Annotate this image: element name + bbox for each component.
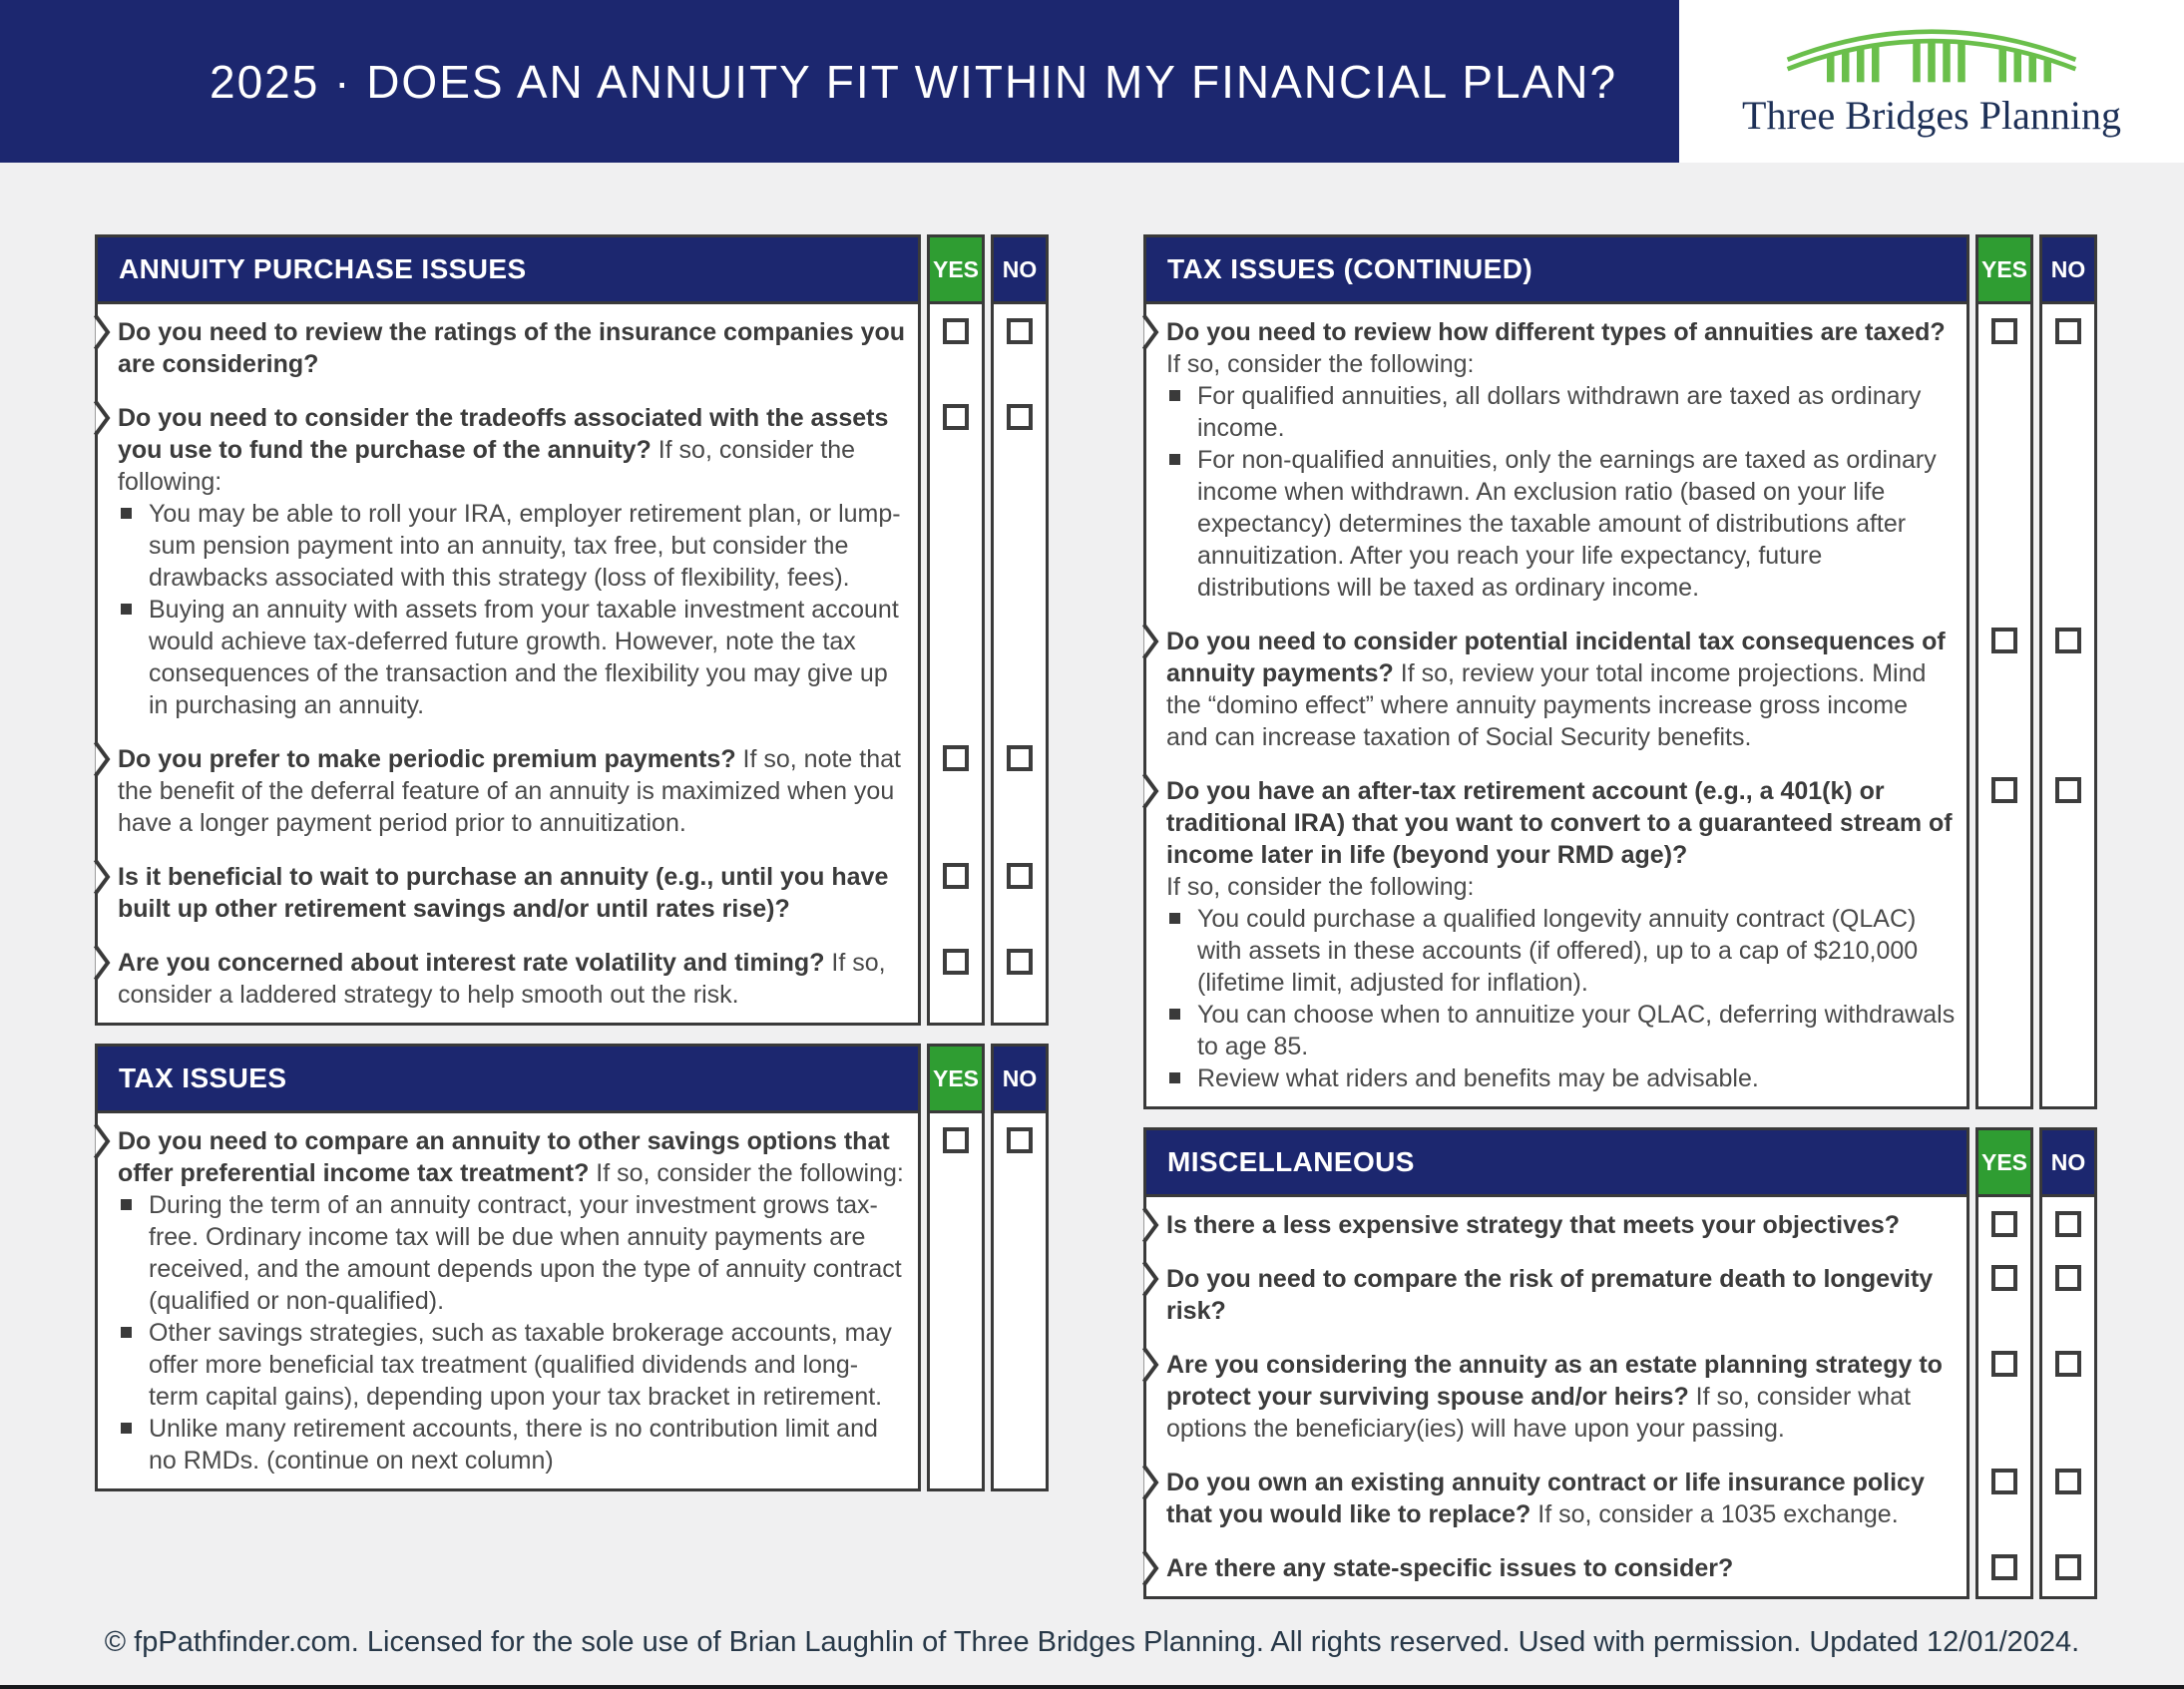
question-text	[95, 1125, 921, 1477]
yes-checkbox[interactable]	[1991, 1469, 2017, 1494]
question-row	[1143, 1467, 2097, 1530]
no-checkbox[interactable]	[1007, 863, 1033, 889]
yes-cell	[1975, 1552, 2033, 1580]
question-bold-text: Is there a less expensive strategy that meets your objectives?	[1166, 1211, 1901, 1239]
no-cell	[991, 743, 1049, 771]
question-text	[1143, 626, 1969, 753]
yes-checkbox[interactable]	[1991, 1265, 2017, 1291]
question-row	[1143, 626, 2097, 753]
question-bold-text: Do you own an existing annuity contract or life insurance policy that you would like to replace?	[1166, 1469, 1925, 1528]
question-bold-text: Do you have an after-tax retirement account (e.g., a 401(k) or traditional IRA) that you want to convert to a guaranteed stream of income later in life (beyond your RMD age)?	[1166, 777, 1953, 869]
yes-cell	[927, 947, 985, 975]
question-text	[1143, 1263, 1969, 1327]
question-chevron-icon	[94, 313, 111, 351]
yes-column-header: YES	[1975, 234, 2033, 304]
section-header	[1143, 234, 2097, 304]
bullet-item: Unlike many retirement accounts, there is no contribution limit and no RMDs. (continue on next column)	[118, 1413, 907, 1477]
yes-cell	[1975, 316, 2033, 344]
section-tax-issues	[95, 1044, 1049, 1491]
question-paragraph	[118, 1125, 907, 1189]
bullet-item: Review what riders and benefits may be advisable.	[1166, 1062, 1956, 1094]
yes-checkbox[interactable]	[1991, 777, 2017, 803]
yes-checkbox[interactable]	[943, 949, 969, 975]
question-normal-text: If so, consider a 1035 exchange.	[1537, 1500, 1899, 1528]
yes-checkbox[interactable]	[943, 863, 969, 889]
question-row	[1143, 316, 2097, 604]
yes-checkbox[interactable]	[943, 318, 969, 344]
no-checkbox[interactable]	[2055, 1211, 2081, 1237]
section-body	[95, 301, 1049, 1026]
question-text	[95, 947, 921, 1011]
section-title: TAX ISSUES	[95, 1044, 921, 1113]
question-paragraph	[118, 316, 907, 380]
question-bold-text: Do you need to review how different types of annuities are taxed?	[1166, 318, 1946, 346]
question-paragraph	[118, 947, 907, 1011]
question-text	[1143, 775, 1969, 1094]
yes-cell	[927, 402, 985, 430]
logo-text: Three Bridges Planning	[1742, 93, 2121, 138]
question-text	[95, 402, 921, 721]
question-paragraph	[118, 861, 907, 925]
question-paragraph	[1166, 1467, 1956, 1530]
question-paragraph	[1166, 316, 1956, 380]
no-column-header: NO	[2039, 1127, 2097, 1197]
question-bold-text: Is it beneficial to wait to purchase an annuity (e.g., until you have built up other retirement savings and/or until rates rise)?	[118, 863, 889, 923]
bridge-icon	[1782, 24, 2081, 90]
section-title: MISCELLANEOUS	[1143, 1127, 1969, 1197]
section-header	[95, 234, 1049, 304]
no-checkbox[interactable]	[2055, 1351, 2081, 1377]
question-chevron-icon	[1142, 313, 1159, 351]
no-checkbox[interactable]	[1007, 404, 1033, 430]
question-text	[95, 861, 921, 925]
question-text	[1143, 1467, 1969, 1530]
bullet-item: For non-qualified annuities, only the earnings are taxed as ordinary income when withdrawn. An exclusion ratio (based on your life expectancy) determines the taxable amount of distributions after annuitization. After you reach your life expectancy, future distributions will be taxed as ordinary income.	[1166, 444, 1956, 604]
no-cell	[991, 402, 1049, 430]
no-checkbox[interactable]	[2055, 1554, 2081, 1580]
question-normal-text: If so, consider the following:	[118, 436, 856, 496]
question-bold-text: Do you prefer to make periodic premium payments?	[118, 745, 736, 773]
no-cell	[2039, 1209, 2097, 1237]
section-header	[95, 1044, 1049, 1113]
question-paragraph	[1166, 1349, 1956, 1445]
section-header	[1143, 1127, 2097, 1197]
question-chevron-icon	[1142, 1206, 1159, 1244]
bullet-list	[1166, 903, 1956, 1094]
question-bold-text: Are there any state-specific issues to consider?	[1166, 1554, 1734, 1582]
question-paragraph	[1166, 1552, 1956, 1584]
no-column-header: NO	[991, 234, 1049, 304]
yes-cell	[927, 316, 985, 344]
question-paragraph	[118, 743, 907, 839]
bullet-item: You could purchase a qualified longevity annuity contract (QLAC) with assets in these accounts (if offered), up to a cap of $210,000 (lifetime limit, adjusted for inflation).	[1166, 903, 1956, 999]
question-bold-text: Do you need to compare the risk of premature death to longevity risk?	[1166, 1265, 1934, 1325]
question-row	[1143, 1349, 2097, 1445]
yes-cell	[1975, 775, 2033, 803]
yes-checkbox[interactable]	[1991, 1211, 2017, 1237]
section-title: ANNUITY PURCHASE ISSUES	[95, 234, 921, 304]
yes-cell	[927, 1125, 985, 1153]
question-normal-text: If so, review your total income projections. Mind the “domino effect” where annuity payments increase gross income and can increase taxation of Social Security benefits.	[1166, 659, 1927, 751]
section-body	[1143, 301, 2097, 1109]
bullet-list	[118, 498, 907, 721]
bullet-list	[118, 1189, 907, 1477]
no-column-header: NO	[2039, 234, 2097, 304]
question-chevron-icon	[1142, 772, 1159, 810]
question-paragraph	[1166, 626, 1956, 753]
yes-column-header: YES	[927, 1044, 985, 1113]
yes-cell	[927, 743, 985, 771]
question-row	[1143, 775, 2097, 1094]
yes-checkbox[interactable]	[943, 745, 969, 771]
bottom-bar	[0, 1685, 2184, 1689]
yes-checkbox[interactable]	[1991, 1351, 2017, 1377]
question-row	[95, 1125, 1049, 1477]
yes-cell	[927, 861, 985, 889]
question-chevron-icon	[94, 944, 111, 982]
yes-column-header: YES	[1975, 1127, 2033, 1197]
section-title: TAX ISSUES (CONTINUED)	[1143, 234, 1969, 304]
section-annuity-purchase-issues	[95, 234, 1049, 1026]
question-chevron-icon	[1142, 1346, 1159, 1384]
question-chevron-icon	[94, 1122, 111, 1160]
yes-checkbox[interactable]	[1991, 628, 2017, 653]
question-bold-text: Do you need to review the ratings of the insurance companies you are considering?	[118, 318, 906, 378]
question-paragraph	[118, 402, 907, 498]
bullet-item: You can choose when to annuitize your QLAC, deferring withdrawals to age 85.	[1166, 999, 1956, 1062]
section-body	[95, 1110, 1049, 1491]
section-tax-issues-continued	[1143, 234, 2097, 1109]
question-chevron-icon	[1142, 623, 1159, 660]
question-paragraph	[1166, 1209, 1956, 1241]
no-cell	[991, 947, 1049, 975]
question-paragraph	[1166, 775, 1956, 871]
yes-cell	[1975, 626, 2033, 653]
question-normal-text: If so, note that the benefit of the deferral feature of an annuity is maximized when you have a longer payment period prior to annuitization.	[118, 745, 901, 837]
question-row	[95, 861, 1049, 925]
bullet-item: For qualified annuities, all dollars withdrawn are taxed as ordinary income.	[1166, 380, 1956, 444]
footer-text: © fpPathfinder.com. Licensed for the sole use of Brian Laughlin of Three Bridges Planning. All rights reserved. Used with permission. Updated 12/01/2024.	[104, 1626, 2080, 1658]
no-checkbox[interactable]	[1007, 949, 1033, 975]
no-checkbox[interactable]	[2055, 1469, 2081, 1494]
yes-column-header: YES	[927, 234, 985, 304]
question-chevron-icon	[94, 858, 111, 896]
question-followup-text: If so, consider the following:	[1166, 873, 1475, 901]
yes-cell	[1975, 1209, 2033, 1237]
question-text	[1143, 1349, 1969, 1445]
yes-checkbox[interactable]	[943, 404, 969, 430]
question-chevron-icon	[1142, 1260, 1159, 1298]
question-chevron-icon	[1142, 1464, 1159, 1501]
logo	[1679, 0, 2184, 163]
section-miscellaneous	[1143, 1127, 2097, 1599]
bullet-item: Other savings strategies, such as taxable brokerage accounts, may offer more beneficial tax treatment (qualified dividends and long-term capital gains), depending upon your tax bracket in retirement.	[118, 1317, 907, 1413]
no-checkbox[interactable]	[2055, 777, 2081, 803]
question-normal-text: If so, consider the following:	[1166, 350, 1475, 378]
no-checkbox[interactable]	[2055, 628, 2081, 653]
no-cell	[991, 316, 1049, 344]
yes-cell	[1975, 1467, 2033, 1494]
no-cell	[991, 1125, 1049, 1153]
question-row	[95, 402, 1049, 721]
question-bold-text: Do you need to consider potential incidental tax consequences of annuity payments?	[1166, 628, 1946, 687]
question-normal-text: If so, consider a laddered strategy to help smooth out the risk.	[118, 949, 886, 1009]
yes-checkbox[interactable]	[1991, 1554, 2017, 1580]
no-cell	[2039, 316, 2097, 344]
bullet-item: You may be able to roll your IRA, employer retirement plan, or lump-sum pension payment into an annuity, tax free, but consider the drawbacks associated with this strategy (loss of flexibility, fees).	[118, 498, 907, 594]
no-cell	[2039, 1263, 2097, 1291]
question-row	[1143, 1209, 2097, 1241]
question-text	[1143, 1552, 1969, 1584]
no-cell	[2039, 1349, 2097, 1377]
question-normal-text: If so, consider the following:	[596, 1159, 904, 1187]
question-bold-text: Are you considering the annuity as an estate planning strategy to protect your surviving spouse and/or heirs?	[1166, 1351, 1943, 1411]
bullet-item: During the term of an annuity contract, your investment grows tax-free. Ordinary income tax will be due when annuity payments are received, and the amount depends upon the type of annuity contract (qualified or non-qualified).	[118, 1189, 907, 1317]
no-checkbox[interactable]	[1007, 1127, 1033, 1153]
yes-cell	[1975, 1349, 2033, 1377]
question-row	[1143, 1263, 2097, 1327]
bullet-item: Buying an annuity with assets from your taxable investment account would achieve tax-deferred future growth. However, note the tax consequences of the transaction and the flexibility you may give up in purchasing an annuity.	[118, 594, 907, 721]
question-text	[1143, 1209, 1969, 1241]
right-column	[1143, 234, 2097, 1599]
no-checkbox[interactable]	[2055, 1265, 2081, 1291]
no-cell	[2039, 1467, 2097, 1494]
question-text	[1143, 316, 1969, 604]
no-column-header: NO	[991, 1044, 1049, 1113]
section-body	[1143, 1194, 2097, 1599]
no-cell	[2039, 775, 2097, 803]
question-chevron-icon	[1142, 1549, 1159, 1587]
no-cell	[2039, 1552, 2097, 1580]
yes-checkbox[interactable]	[943, 1127, 969, 1153]
questions	[1143, 301, 2097, 1109]
no-checkbox[interactable]	[2055, 318, 2081, 344]
yes-checkbox[interactable]	[1991, 318, 2017, 344]
question-bold-text: Are you concerned about interest rate volatility and timing?	[118, 949, 825, 977]
question-row	[95, 743, 1049, 839]
question-chevron-icon	[94, 399, 111, 437]
no-checkbox[interactable]	[1007, 318, 1033, 344]
questions	[1143, 1194, 2097, 1599]
question-paragraph	[1166, 1263, 1956, 1327]
no-cell	[991, 861, 1049, 889]
page-title: 2025 · DOES AN ANNUITY FIT WITHIN MY FINANCIAL PLAN?	[210, 55, 1618, 108]
question-bold-text: Do you need to consider the tradeoffs associated with the assets you use to fund the purchase of the annuity?	[118, 404, 889, 464]
questions	[95, 301, 1049, 1026]
question-chevron-icon	[94, 740, 111, 778]
no-cell	[2039, 626, 2097, 653]
question-text	[95, 316, 921, 380]
question-bold-text: Do you need to compare an annuity to other savings options that offer preferential income tax treatment?	[118, 1127, 890, 1187]
question-row	[1143, 1552, 2097, 1584]
question-normal-text: If so, consider what options the beneficiary(ies) will have upon your passing.	[1166, 1383, 1912, 1443]
question-row	[95, 947, 1049, 1011]
question-text	[95, 743, 921, 839]
header-bar	[0, 0, 1679, 163]
yes-cell	[1975, 1263, 2033, 1291]
no-checkbox[interactable]	[1007, 745, 1033, 771]
question-row	[95, 316, 1049, 380]
bullet-list	[1166, 380, 1956, 604]
left-column	[95, 234, 1049, 1491]
questions	[95, 1110, 1049, 1491]
